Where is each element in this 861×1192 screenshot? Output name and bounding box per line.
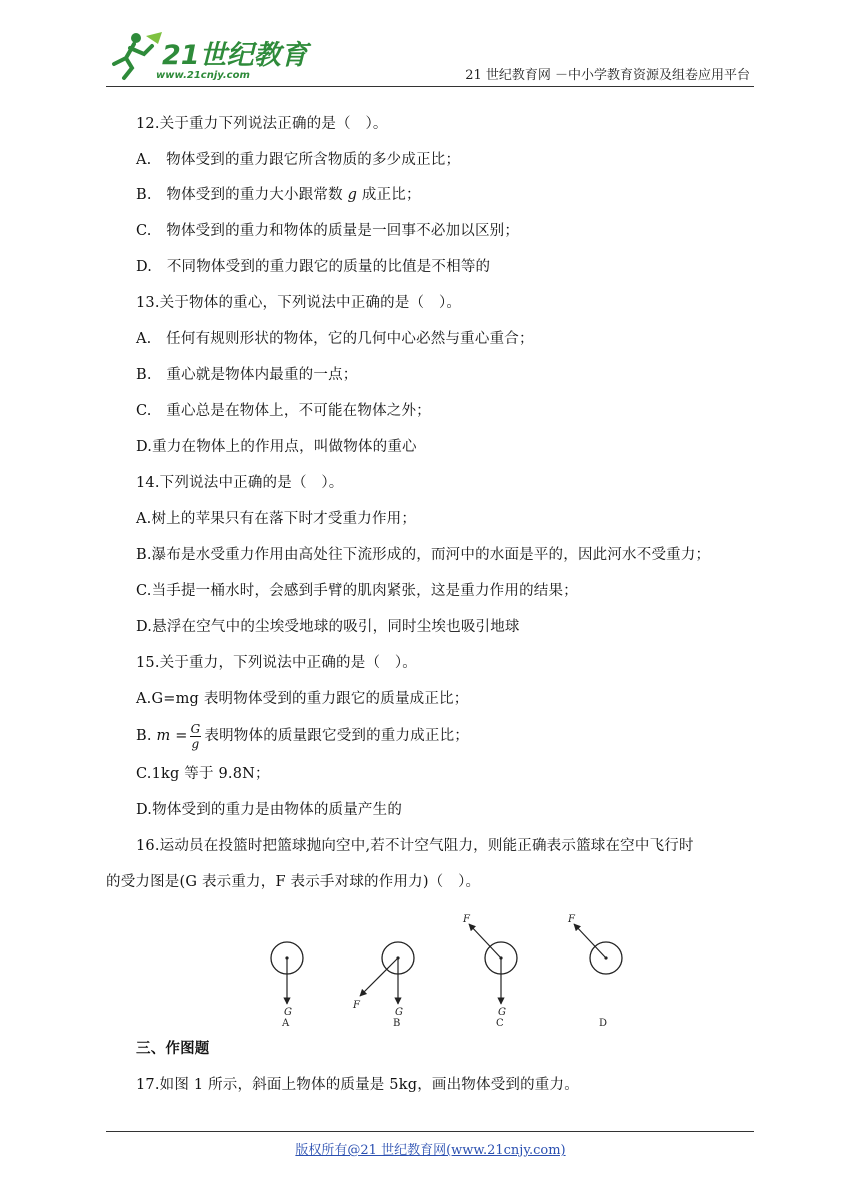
- diagram-c-g-label: G: [498, 1007, 506, 1018]
- q13-stem: 13.关于物体的重心，下列说法中正确的是（ ）。: [136, 295, 462, 311]
- q15-option-b: [136, 721, 469, 751]
- header-divider: [106, 86, 754, 87]
- q13-option-b: B. 重心就是物体内最重的一点；: [136, 367, 358, 383]
- diagram-c-label: C: [496, 1018, 504, 1029]
- q15-option-c: C.1kg 等于 9.8N；: [136, 766, 270, 782]
- diagram-b-g-label: G: [395, 1007, 403, 1018]
- q15-stem: 15.关于重力，下列说法中正确的是（ ）。: [136, 655, 418, 671]
- q15-option-a: A.G=mg 表明物体受到的重力跟它的质量成正比；: [136, 691, 469, 707]
- q12-stem: 12.关于重力下列说法正确的是（ ）。: [136, 116, 388, 132]
- q15-option-b-post: 表明物体的质量跟它受到的重力成正比；: [204, 728, 469, 744]
- q15-fraction: [190, 722, 202, 751]
- q14-option-a: A.树上的苹果只有在落下时才受重力作用；: [136, 511, 417, 527]
- logo-url-text: www.21cnjy.com: [156, 70, 250, 81]
- q12-option-b-var: g: [347, 187, 358, 203]
- q12-option-a: A. 物体受到的重力跟它所含物质的多少成正比；: [136, 152, 461, 168]
- q13-option-a: A. 任何有规则形状的物体，它的几何中心必然与重心重合；: [136, 331, 534, 347]
- section-3-title: 三、作图题: [136, 1041, 210, 1057]
- site-logo: [106, 28, 308, 82]
- q14-option-c: C.当手提一桶水时，会感到手臂的肌肉紧张，这是重力作用的结果；: [136, 583, 578, 599]
- q14-option-b: B.瀑布是水受重力作用由高处往下流形成的，而河中的水面是平的，因此河水不受重力；: [136, 547, 711, 563]
- diagram-a-label: A: [282, 1018, 290, 1029]
- diagram-b: [352, 942, 414, 1029]
- q16-force-diagram: [260, 910, 640, 1029]
- diagram-a-g-label: G: [284, 1007, 292, 1018]
- header-site-text: 21 世纪教育网 －中小学教育资源及组卷应用平台: [465, 68, 750, 83]
- diagram-b-label: B: [393, 1018, 401, 1029]
- q14-stem: 14.下列说法中正确的是（ ）。: [136, 475, 344, 491]
- diagram-d-f-label: F: [568, 914, 575, 925]
- logo-main-text: 21世纪教育: [162, 40, 308, 71]
- q17-stem: 17.如图 1 所示，斜面上物体的质量是 5kg，画出物体受到的重力。: [136, 1077, 579, 1093]
- copyright-link[interactable]: 版权所有@21 世纪教育网(www.21cnjy.com): [295, 1143, 566, 1158]
- q13-option-c: C. 重心总是在物体上，不可能在物体之外；: [136, 403, 431, 419]
- q15-option-d: D.物体受到的重力是由物体的质量产生的: [136, 802, 403, 818]
- diagram-d-label: D: [599, 1018, 608, 1029]
- q16-stem-line1: 16.运动员在投篮时把篮球抛向空中,若不计空气阻力，则能正确表示篮球在空中飞行时: [136, 838, 694, 854]
- diagram-c-f-label: F: [463, 914, 470, 925]
- diagram-a: [271, 942, 303, 1029]
- q13-option-d: D.重力在物体上的作用点，叫做物体的重心: [136, 439, 417, 455]
- footer-divider: [106, 1131, 754, 1132]
- q12-option-d: D. 不同物体受到的重力跟它的质量的比值是不相等的: [136, 259, 491, 275]
- q16-stem-line2: 的受力图是(G 表示重力，F 表示手对球的作用力)（ ）。: [106, 874, 481, 890]
- page-header: [106, 28, 754, 84]
- diagram-d: [567, 914, 622, 1029]
- q14-option-d: D.悬浮在空气中的尘埃受地球的吸引，同时尘埃也吸引地球: [136, 619, 520, 635]
- q15-option-b-pre: B.: [136, 728, 157, 744]
- fraction-denominator: g: [191, 736, 200, 751]
- q12-option-b: [136, 185, 421, 205]
- q12-option-c: C. 物体受到的重力和物体的质量是一回事不必加以区别；: [136, 223, 520, 239]
- q12-option-b-post: 成正比；: [357, 187, 421, 203]
- q12-option-b-pre: B. 物体受到的重力大小跟常数: [136, 187, 348, 203]
- fraction-numerator: G: [190, 721, 201, 736]
- page-footer: [0, 1139, 861, 1158]
- q15-option-b-lhs: m =: [156, 728, 188, 744]
- diagram-c: [462, 914, 517, 1029]
- diagram-b-f-label: F: [353, 1000, 360, 1011]
